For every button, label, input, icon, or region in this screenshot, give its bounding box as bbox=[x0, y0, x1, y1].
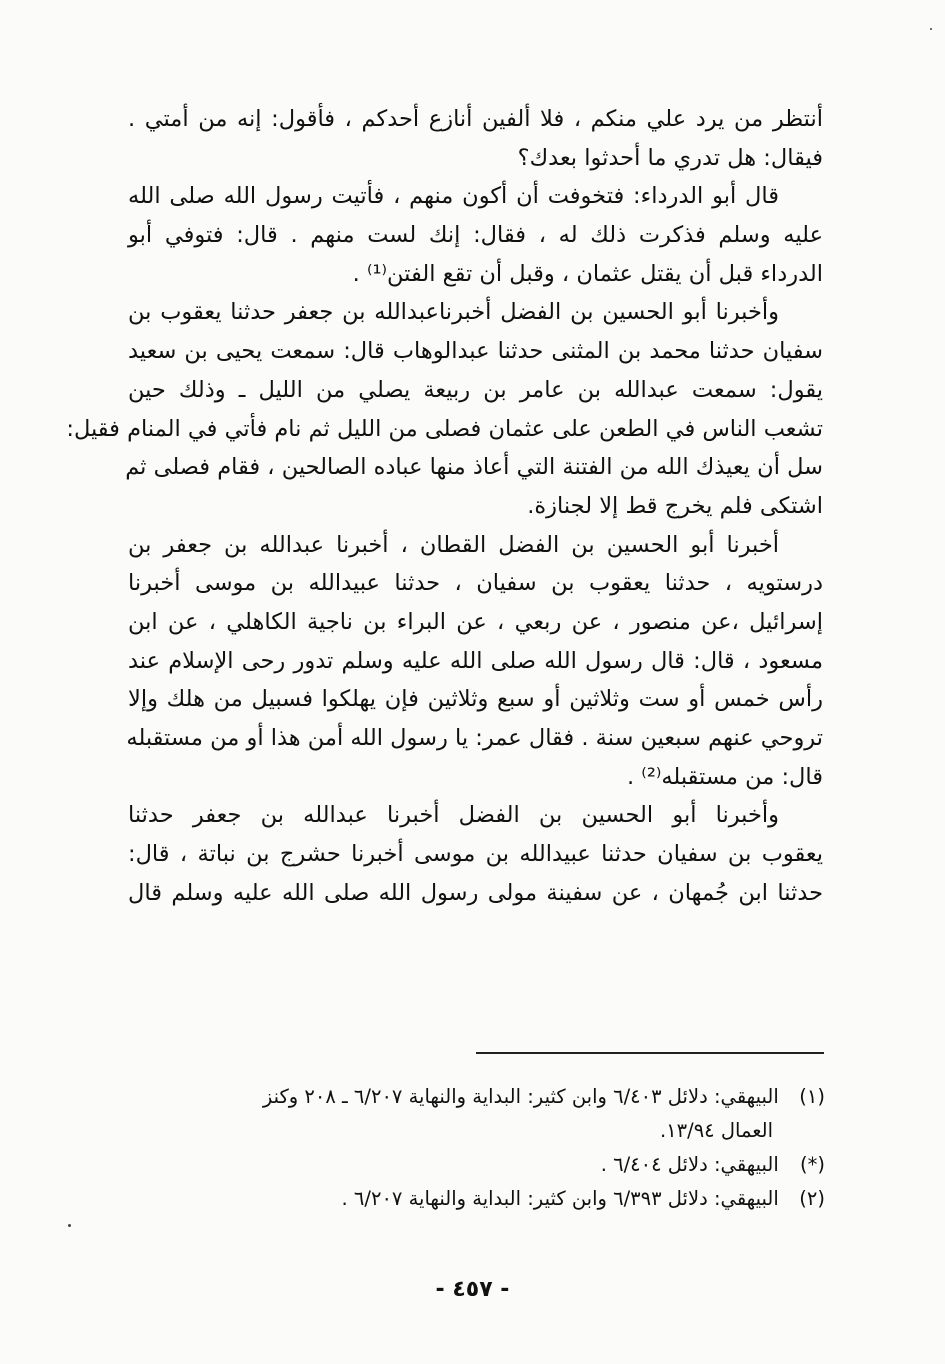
text-line: سل أن يعيذك الله من الفتنة التي أعاذ منها عباده الصالحين ، فقام فصلى ثم bbox=[125, 454, 823, 481]
text-line: الدرداء قبل أن يقتل عثمان ، وقبل أن تقع الفتن⁽¹⁾ . bbox=[352, 260, 823, 287]
text-line: درستويه ، حدثنا يعقوب بن سفيان ، حدثنا عبيدالله بن موسى أخبرنا bbox=[128, 570, 823, 597]
footnote-2 bbox=[120, 1182, 825, 1216]
text-line: تشعب الناس في الطعن على عثمان فصلى من الليل ثم نام فأتي في المنام فقيل: bbox=[66, 415, 823, 442]
footnote-star bbox=[120, 1148, 825, 1182]
scan-speck bbox=[930, 28, 932, 30]
footnote-continuation: العمال ١٣/٩٤. bbox=[659, 1119, 773, 1142]
paragraph-3 bbox=[66, 293, 823, 525]
text-line: وأخبرنا أبو الحسين بن الفضل أخبرنا عبدالله بن جعفر حدثنا bbox=[128, 802, 779, 829]
paragraph-5 bbox=[128, 796, 823, 912]
footnotes bbox=[120, 1080, 825, 1216]
text-line: فيقال: هل تدري ما أحدثوا بعدك؟ bbox=[517, 144, 823, 171]
scan-speck bbox=[68, 1224, 71, 1227]
footnote-text: البيهقي: دلائل ٦/٤٠٣ وابن كثير: البداية والنهاية ٦/٢٠٧ ـ ٢٠٨ وكنز bbox=[262, 1085, 779, 1108]
text-line: قال: من مستقبله⁽²⁾ . bbox=[626, 763, 823, 790]
text-line: يقول: سمعت عبدالله بن عامر بن ربيعة يصلي من الليل ـ وذلك حين bbox=[128, 376, 823, 403]
footnote-1 bbox=[120, 1080, 825, 1148]
paragraph-1 bbox=[128, 100, 823, 177]
text-line: مسعود ، قال: قال رسول الله صلى الله عليه وسلم تدور رحى الإسلام عند bbox=[128, 647, 823, 674]
text-line: عليه وسلم فذكرت ذلك له ، فقال: إنك لست منهم . قال: فتوفي أبو bbox=[128, 222, 823, 249]
text-line: قال أبو الدرداء: فتخوفت أن أكون منهم ، فأتيت رسول الله صلى الله bbox=[128, 183, 779, 210]
footnote-text: البيهقي: دلائل ٦/٣٩٣ وابن كثير: البداية والنهاية ٦/٢٠٧ . bbox=[341, 1187, 779, 1210]
footnote-text: البيهقي: دلائل ٦/٤٠٤ . bbox=[600, 1153, 779, 1176]
text-line: تروحي عنهم سبعين سنة . فقال عمر: يا رسول الله أمن هذا أو من مستقبله bbox=[126, 725, 823, 751]
text-line: اشتكى فلم يخرج قط إلا لجنازة. bbox=[527, 492, 823, 519]
page-number: - ٤٥٧ - bbox=[435, 1277, 510, 1302]
text-line: أخبرنا أبو الحسين بن الفضل القطان ، أخبرنا عبدالله بن جعفر بن bbox=[128, 531, 779, 558]
text-line: يعقوب بن سفيان حدثنا عبيدالله بن موسى أخبرنا حشرج بن نباتة ، قال: bbox=[128, 841, 823, 868]
paragraph-2 bbox=[128, 177, 823, 293]
footnote-marker: (١) bbox=[799, 1085, 825, 1108]
footnote-marker: (٢) bbox=[799, 1187, 825, 1210]
body-text bbox=[66, 100, 823, 912]
footnote-divider bbox=[476, 1052, 824, 1054]
text-line: حدثنا ابن جُمهان ، عن سفينة مولى رسول الله صلى الله عليه وسلم قال bbox=[128, 879, 823, 906]
text-line: سفيان حدثنا محمد بن المثنى حدثنا عبدالوهاب قال: سمعت يحيى بن سعيد bbox=[128, 338, 823, 365]
text-line: وأخبرنا أبو الحسين بن الفضل أخبرناعبدالله بن جعفر حدثنا يعقوب بن bbox=[128, 299, 779, 326]
text-line: رأس خمس أو ست وثلاثين أو سبع وثلاثين فإن يهلكوا فسبيل من هلك وإلا bbox=[128, 686, 823, 713]
text-line: أنتظر من يرد علي منكم ، فلا ألفين أنازع أحدكم ، فأقول: إنه من أمتي . bbox=[128, 106, 823, 132]
paragraph-4 bbox=[128, 526, 823, 797]
footnote-marker: (*) bbox=[800, 1153, 825, 1176]
text-line: إسرائيل ،عن منصور ، عن ربعي ، عن البراء بن ناجية الكاهلي ، عن ابن bbox=[128, 608, 823, 635]
